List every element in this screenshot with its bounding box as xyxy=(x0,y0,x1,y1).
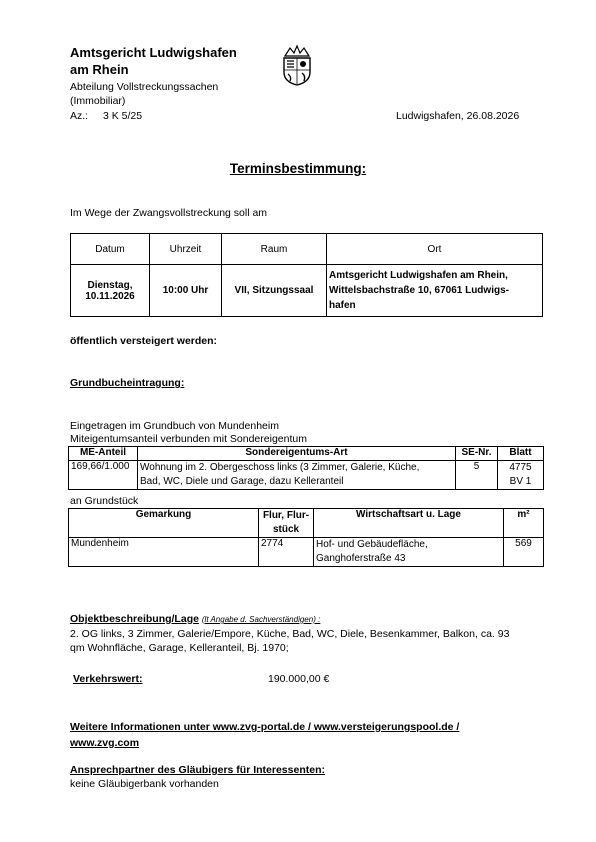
me-share: 169,66/1.000 xyxy=(69,461,138,490)
place-date: Ludwigshafen, 26.08.2026 xyxy=(396,110,520,122)
plot-table xyxy=(68,508,544,567)
object-heading-line xyxy=(70,612,320,627)
auction-text: öffentlich versteigert werden: xyxy=(70,335,218,347)
place-line2: Wittelsbachstraße 10, 67061 Ludwigs- xyxy=(329,285,509,296)
header-sheet: Blatt xyxy=(498,447,544,461)
header-me-share: ME-Anteil xyxy=(69,447,138,461)
schedule-place xyxy=(327,265,543,317)
department xyxy=(70,80,218,108)
usage-line2: Ganghoferstraße 43 xyxy=(316,553,406,564)
sheet xyxy=(498,461,544,490)
header-area: m² xyxy=(504,509,544,538)
az-label: Az.: xyxy=(70,110,89,122)
more-info xyxy=(70,719,459,751)
header-room: Raum xyxy=(222,234,327,265)
schedule-date xyxy=(71,265,150,317)
land-register-line1: Eingetragen im Grundbuch von Mundenheim xyxy=(70,420,279,432)
ownership-header-row xyxy=(69,447,544,461)
schedule-table xyxy=(70,233,543,317)
intro-text: Im Wege der Zwangsvollstreckung soll am xyxy=(70,207,268,219)
more-info-line2: www.zvg.com xyxy=(70,737,140,749)
sheet-line1: 4775 xyxy=(509,462,532,473)
page-title: Terminsbestimmung: xyxy=(229,161,367,176)
header-date: Datum xyxy=(71,234,150,265)
object-note: (lt Angabe d. Sachverständigen) : xyxy=(201,615,321,624)
department-line1: Abteilung Vollstreckungssachen xyxy=(70,81,219,93)
more-info-line1: Weitere Informationen unter www.zvg-portal.de / www.versteigerungspool.de / xyxy=(70,721,460,733)
schedule-time: 10:00 Uhr xyxy=(150,265,222,317)
usage-line1: Hof- und Gebäudefläche, xyxy=(316,539,428,550)
contact-text: keine Gläubigerbank vorhanden xyxy=(70,778,219,790)
department-line2: (Immobiliar) xyxy=(70,95,126,107)
ownership-row xyxy=(69,461,544,490)
contact-heading: Ansprechpartner des Gläubigers für Interessenten: xyxy=(70,764,325,776)
object-line2: qm Wohnfläche, Garage, Kelleranteil, Bj. 1970; xyxy=(70,642,289,654)
object-line1: 2. OG links, 3 Zimmer, Galerie/Empore, Küche, Bad, WC, Diele, Besenkammer, Balkon, ca. 93 xyxy=(70,628,510,640)
market-value-label: Verkehrswert: xyxy=(73,673,143,685)
plot-header-row xyxy=(69,509,544,538)
land-register-heading: Grundbucheintragung: xyxy=(70,377,185,389)
place-line1: Amtsgericht Ludwigshafen am Rhein, xyxy=(329,270,508,281)
header-time: Uhrzeit xyxy=(150,234,222,265)
parcel: 2774 xyxy=(259,538,314,567)
ownership-table xyxy=(68,446,544,490)
schedule-row xyxy=(71,265,543,317)
coat-of-arms-icon xyxy=(280,44,314,86)
header-district: Gemarkung xyxy=(69,509,259,538)
az-value: 3 K 5/25 xyxy=(103,110,143,122)
header-usage: Wirtschaftsart u. Lage xyxy=(314,509,504,538)
header-type: Sondereigentums-Art xyxy=(138,447,456,461)
plot-label: an Grundstück xyxy=(70,495,139,507)
header-se-no: SE-Nr. xyxy=(456,447,498,461)
type-line1: Wohnung im 2. Obergeschoss links (3 Zimmer, Galerie, Küche, xyxy=(140,462,420,473)
schedule-room: VII, Sitzungssaal xyxy=(222,265,327,317)
market-value: 190.000,00 € xyxy=(268,673,330,685)
ownership-type xyxy=(138,461,456,490)
court-name-line1: Amtsgericht Ludwigshafen xyxy=(70,45,237,60)
court-name-line2: am Rhein xyxy=(70,62,129,77)
se-no: 5 xyxy=(456,461,498,490)
header-place: Ort xyxy=(327,234,543,265)
area: 569 xyxy=(504,538,544,567)
court-name xyxy=(70,44,237,78)
object-heading: Objektbeschreibung/Lage xyxy=(70,613,199,625)
land-register-line2: Miteigentumsanteil verbunden mit Sondereigentum xyxy=(70,433,307,445)
header-parcel xyxy=(259,509,314,538)
schedule-header-row xyxy=(71,234,543,265)
usage xyxy=(314,538,504,567)
district: Mundenheim xyxy=(69,538,259,567)
header-parcel-line1: Flur, Flur- xyxy=(262,510,310,521)
date-line1: Dienstag, xyxy=(87,279,133,291)
type-line2: Bad, WC, Diele und Garage, dazu Kelleranteil xyxy=(140,476,344,487)
header-parcel-line2: stück xyxy=(272,524,300,535)
plot-row xyxy=(69,538,544,567)
date-line2: 10.11.2026 xyxy=(85,290,135,302)
place-line3: hafen xyxy=(329,300,356,311)
sheet-line2: BV 1 xyxy=(509,476,532,487)
